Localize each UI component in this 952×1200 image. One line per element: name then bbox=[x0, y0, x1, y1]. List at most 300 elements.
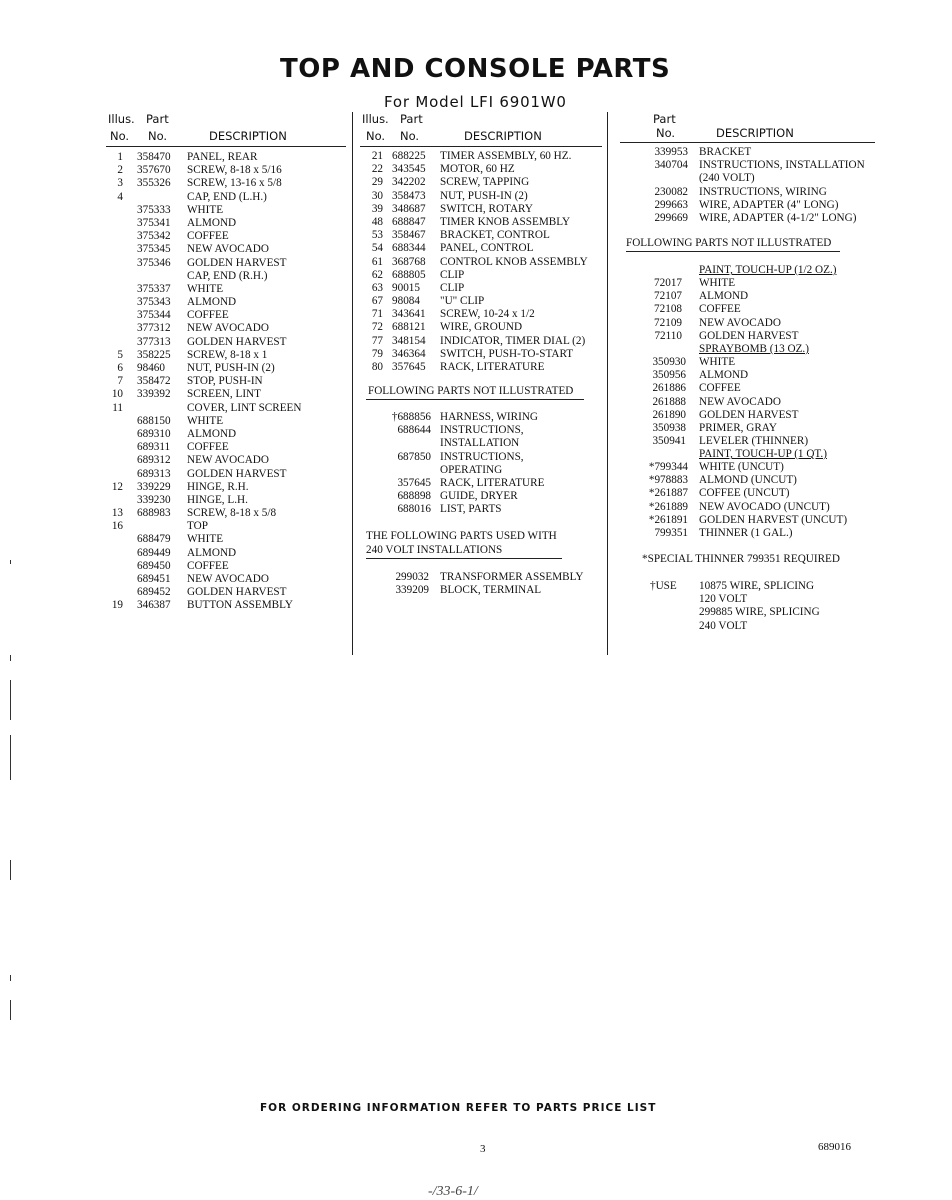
part-number: 261886 bbox=[652, 382, 686, 395]
illus-number: 71 bbox=[371, 308, 383, 321]
part-number: 688847 bbox=[392, 215, 426, 228]
parts-row bbox=[106, 388, 346, 401]
part-number: 689452 bbox=[137, 586, 171, 599]
part-number: 299032 bbox=[395, 571, 429, 583]
part-description: WHITE bbox=[699, 356, 736, 368]
parts-row bbox=[620, 527, 890, 540]
part-description: THINNER (1 GAL.) bbox=[699, 526, 793, 539]
part-description: SCREW, 8-18 x 5/16 bbox=[187, 164, 282, 177]
parts-row bbox=[106, 270, 346, 283]
parts-row bbox=[106, 204, 346, 217]
parts-row bbox=[106, 230, 346, 243]
illus-number: 21 bbox=[371, 150, 383, 162]
col3-not-illustrated-rule bbox=[626, 251, 840, 252]
part-description: WHITE bbox=[187, 533, 224, 546]
part-description: NEW AVOCADO bbox=[187, 454, 269, 467]
part-number: 357645 bbox=[397, 476, 431, 489]
parts-row bbox=[620, 303, 890, 316]
description-header: DESCRIPTION bbox=[464, 129, 542, 143]
part-description: NEW AVOCADO bbox=[699, 316, 781, 329]
part-header: Part bbox=[146, 112, 169, 126]
parts-row bbox=[106, 507, 346, 520]
part-number: 377312 bbox=[137, 322, 171, 335]
part-description: COVER, LINT SCREEN bbox=[187, 401, 302, 414]
parts-row bbox=[106, 560, 346, 573]
parts-row bbox=[620, 290, 890, 303]
not-illustrated-heading: FOLLOWING PARTS NOT ILLUSTRATED bbox=[368, 385, 574, 397]
part-description: SWITCH, ROTARY bbox=[440, 202, 533, 215]
part-description: BRACKET, CONTROL bbox=[440, 229, 550, 242]
part-description: ALMOND (UNCUT) bbox=[699, 474, 797, 487]
illus-number: 67 bbox=[371, 295, 383, 308]
part-number: 261888 bbox=[652, 395, 686, 408]
illus-number: 29 bbox=[371, 176, 383, 189]
handwritten-note: -/33-6-1/ bbox=[428, 1184, 478, 1199]
use-note-text: 120 VOLT bbox=[699, 593, 748, 606]
part-description: CLIP bbox=[440, 281, 465, 294]
parts-row bbox=[106, 243, 346, 256]
part-number: 377313 bbox=[137, 335, 171, 348]
part-description: NUT, PUSH-IN (2) bbox=[187, 362, 275, 374]
part-number: 346364 bbox=[392, 347, 426, 360]
part-description: COFFEE (UNCUT) bbox=[699, 487, 790, 500]
parts-row bbox=[360, 424, 600, 437]
parts-row bbox=[620, 369, 890, 382]
part-number: 358473 bbox=[392, 189, 426, 202]
part-description: RACK, LITERATURE bbox=[440, 361, 545, 373]
illus-number: 39 bbox=[371, 202, 383, 215]
parts-row bbox=[620, 159, 890, 172]
parts-row bbox=[106, 533, 346, 546]
part-number: 688150 bbox=[137, 414, 171, 427]
part-number: 688805 bbox=[392, 268, 426, 281]
illus-header: Illus. bbox=[108, 112, 135, 126]
parts-row bbox=[360, 348, 600, 361]
part-number: 688225 bbox=[392, 150, 426, 162]
part-description: PRIMER, GRAY bbox=[699, 421, 777, 434]
parts-row bbox=[620, 330, 890, 343]
part-number: 689312 bbox=[137, 454, 171, 467]
no-header: No. bbox=[110, 129, 130, 143]
part-number: 339230 bbox=[137, 493, 171, 506]
parts-row bbox=[106, 586, 346, 599]
part-description: TRANSFORMER ASSEMBLY bbox=[440, 571, 584, 583]
part-number: 357645 bbox=[392, 361, 426, 373]
parts-row bbox=[106, 362, 346, 375]
part-number: 348154 bbox=[392, 334, 426, 347]
part-number: 98084 bbox=[392, 295, 420, 308]
illus-number: 63 bbox=[371, 281, 383, 294]
parts-row bbox=[106, 151, 346, 164]
illus-number: 62 bbox=[371, 268, 383, 281]
part-description: ALMOND bbox=[699, 290, 749, 303]
part-number: 688644 bbox=[397, 424, 431, 437]
part-description: MOTOR, 60 HZ bbox=[440, 163, 515, 176]
part-description: INSTRUCTIONS, INSTALLATION bbox=[699, 159, 865, 172]
part-number: 339209 bbox=[395, 584, 429, 597]
use-note-line bbox=[620, 593, 890, 606]
parts-row bbox=[360, 229, 600, 242]
parts-row bbox=[620, 396, 890, 409]
col1-rows bbox=[106, 151, 346, 613]
illus-number: 1 bbox=[117, 151, 123, 163]
parts-row bbox=[106, 547, 346, 560]
parts-row bbox=[620, 474, 890, 487]
part-description: COFFEE bbox=[699, 303, 741, 316]
part-number: 98460 bbox=[137, 362, 165, 374]
illus-header: Illus. bbox=[362, 112, 389, 126]
part-description: GOLDEN HARVEST bbox=[187, 467, 287, 480]
part-description: HARNESS, WIRING bbox=[440, 411, 538, 423]
part-number: 299669 bbox=[654, 211, 688, 224]
column-divider-2 bbox=[607, 112, 608, 655]
parts-row bbox=[106, 520, 346, 533]
part-number: 348687 bbox=[392, 202, 426, 215]
part-header: Part bbox=[653, 112, 676, 126]
illus-number: 10 bbox=[111, 388, 123, 401]
part-number: 350941 bbox=[652, 435, 686, 448]
spray-heading: SPRAYBOMB (13 OZ.) bbox=[699, 343, 809, 355]
part-number: *799344 bbox=[648, 461, 688, 473]
use-note-text: 240 VOLT bbox=[699, 619, 748, 632]
scan-mark bbox=[10, 680, 11, 720]
use-note-text: 299885 WIRE, SPLICING bbox=[699, 606, 820, 619]
part-number: 375344 bbox=[137, 309, 171, 322]
document-number: 689016 bbox=[818, 1141, 851, 1153]
parts-row bbox=[620, 277, 890, 290]
illus-number: 3 bbox=[117, 177, 123, 190]
part-number: *261891 bbox=[648, 513, 688, 526]
part-description: GOLDEN HARVEST bbox=[187, 335, 287, 348]
part-description: PANEL, CONTROL bbox=[440, 242, 534, 255]
part-number: 339392 bbox=[137, 388, 171, 401]
part-description: LEVELER (THINNER) bbox=[699, 435, 809, 448]
part-description: CAP, END (R.H.) bbox=[187, 269, 268, 282]
parts-row bbox=[360, 295, 600, 308]
part-number: 688479 bbox=[137, 533, 171, 546]
illus-number: 12 bbox=[111, 480, 123, 493]
part-number: 355326 bbox=[137, 177, 171, 190]
volt-heading-1: THE FOLLOWING PARTS USED WITH bbox=[366, 530, 557, 542]
parts-row bbox=[106, 599, 346, 612]
part-description: (240 VOLT) bbox=[699, 172, 755, 185]
use-label: †USE bbox=[650, 580, 677, 592]
part-number: 375346 bbox=[137, 256, 171, 269]
parts-row bbox=[106, 454, 346, 467]
parts-row bbox=[360, 571, 600, 584]
col2-section2-rows bbox=[360, 571, 600, 597]
part-description: WHITE bbox=[187, 203, 224, 216]
parts-row bbox=[620, 461, 890, 474]
part-number: 689311 bbox=[137, 441, 171, 454]
part-number: *261887 bbox=[648, 487, 688, 500]
part-description: HINGE, L.H. bbox=[187, 493, 248, 506]
parts-row bbox=[360, 190, 600, 203]
part-number: 357670 bbox=[137, 164, 171, 177]
parts-row bbox=[620, 501, 890, 514]
part-description: WHITE bbox=[699, 277, 736, 289]
part-description: ALMOND bbox=[187, 296, 237, 309]
part-number: 375333 bbox=[137, 203, 171, 216]
part-description: GOLDEN HARVEST bbox=[187, 586, 287, 599]
qt-heading: PAINT, TOUCH-UP (1 QT.) bbox=[699, 448, 827, 460]
part-number: 72107 bbox=[654, 290, 682, 303]
parts-row bbox=[360, 150, 600, 163]
part-description: BUTTON ASSEMBLY bbox=[187, 599, 293, 612]
col3-use-rows bbox=[620, 580, 890, 633]
parts-row bbox=[360, 163, 600, 176]
not-illustrated-rule bbox=[366, 399, 584, 400]
part-description: STOP, PUSH-IN bbox=[187, 375, 263, 388]
part-number: 375343 bbox=[137, 296, 171, 309]
parts-row bbox=[620, 212, 890, 225]
page-number: 3 bbox=[480, 1143, 486, 1155]
parts-row bbox=[106, 481, 346, 494]
part-description: COFFEE bbox=[699, 382, 741, 395]
illus-number: 2 bbox=[117, 164, 123, 177]
part-description: NEW AVOCADO bbox=[699, 395, 781, 408]
part-number: 343545 bbox=[392, 163, 426, 176]
part-number: 687850 bbox=[397, 450, 431, 463]
no-header-part: No. bbox=[148, 129, 168, 143]
parts-row bbox=[106, 191, 346, 204]
part-number: 375337 bbox=[137, 282, 171, 295]
parts-row bbox=[106, 441, 346, 454]
part-description: COFFEE bbox=[187, 441, 229, 454]
col2-section1-rows bbox=[360, 411, 600, 517]
parts-row bbox=[620, 172, 890, 185]
header-rule bbox=[106, 146, 346, 147]
parts-row bbox=[360, 176, 600, 189]
parts-row bbox=[360, 451, 600, 464]
part-description: PANEL, REAR bbox=[187, 151, 258, 163]
paint-heading: PAINT, TOUCH-UP (1/2 OZ.) bbox=[699, 264, 837, 276]
illus-number: 16 bbox=[111, 520, 123, 533]
illus-number: 7 bbox=[117, 375, 123, 388]
part-number: 299663 bbox=[654, 198, 688, 211]
part-description: SCREW, TAPPING bbox=[440, 176, 530, 189]
col2-rows bbox=[360, 150, 600, 374]
part-description: INSTRUCTIONS, WIRING bbox=[699, 185, 827, 198]
parts-row bbox=[360, 464, 600, 477]
part-description: GUIDE, DRYER bbox=[440, 490, 518, 503]
part-number: 688016 bbox=[397, 503, 431, 516]
part-number: 689449 bbox=[137, 546, 171, 559]
part-number: 688983 bbox=[137, 507, 171, 520]
illus-number: 72 bbox=[371, 321, 383, 334]
part-number: *978883 bbox=[648, 474, 688, 487]
part-description: CLIP bbox=[440, 268, 465, 281]
illus-number: 30 bbox=[371, 189, 383, 202]
part-description: INSTRUCTIONS, bbox=[440, 424, 524, 437]
part-description: TIMER KNOB ASSEMBLY bbox=[440, 215, 571, 228]
parts-row bbox=[106, 415, 346, 428]
parts-row bbox=[620, 435, 890, 448]
part-description: INSTALLATION bbox=[440, 437, 520, 450]
no-header: No. bbox=[366, 129, 386, 143]
parts-row bbox=[360, 437, 600, 450]
volt-rule bbox=[366, 558, 562, 559]
part-number: 368768 bbox=[392, 255, 426, 268]
part-description: NEW AVOCADO bbox=[187, 573, 269, 585]
parts-row bbox=[360, 411, 600, 424]
illus-number: 11 bbox=[112, 401, 123, 414]
parts-row bbox=[106, 494, 346, 507]
part-number: 350956 bbox=[652, 369, 686, 382]
scan-mark bbox=[10, 1000, 11, 1020]
parts-row bbox=[620, 514, 890, 527]
illus-number: 79 bbox=[371, 347, 383, 360]
part-description: GOLDEN HARVEST bbox=[699, 408, 799, 421]
part-description: GOLDEN HARVEST bbox=[187, 256, 287, 269]
part-number: 688344 bbox=[392, 242, 426, 255]
part-number: 688898 bbox=[397, 490, 431, 503]
part-number: 72108 bbox=[654, 303, 682, 316]
part-number: 340704 bbox=[654, 159, 688, 172]
part-description: SCREW, 8-18 x 1 bbox=[187, 348, 268, 361]
parts-row bbox=[360, 242, 600, 255]
part-number: 339229 bbox=[137, 480, 171, 493]
part-description: CONTROL KNOB ASSEMBLY bbox=[440, 255, 588, 268]
scan-mark bbox=[10, 655, 11, 661]
part-description: NEW AVOCADO bbox=[187, 243, 269, 256]
part-number: 799351 bbox=[654, 526, 688, 539]
part-description: GOLDEN HARVEST bbox=[699, 329, 799, 342]
part-description: WIRE, GROUND bbox=[440, 321, 523, 334]
parts-row bbox=[620, 186, 890, 199]
page-subtitle: For Model LFI 6901W0 bbox=[384, 93, 567, 111]
part-header: Part bbox=[400, 112, 423, 126]
part-description: ALMOND bbox=[187, 216, 237, 229]
part-number: 343641 bbox=[392, 308, 426, 321]
part-number: 358472 bbox=[137, 375, 171, 388]
part-number: 375342 bbox=[137, 230, 171, 243]
parts-row bbox=[106, 402, 346, 415]
parts-row bbox=[106, 336, 346, 349]
part-description: COFFEE bbox=[187, 230, 229, 243]
parts-row bbox=[106, 296, 346, 309]
part-description: SCREW, 13-16 x 5/8 bbox=[187, 177, 282, 190]
part-description: TOP bbox=[187, 520, 208, 533]
part-number: 261890 bbox=[652, 408, 686, 421]
part-number: 375341 bbox=[137, 216, 171, 229]
part-description: ALMOND bbox=[699, 369, 749, 382]
part-description: COFFEE bbox=[187, 559, 229, 572]
description-header: DESCRIPTION bbox=[209, 129, 287, 143]
description-header: DESCRIPTION bbox=[716, 126, 794, 140]
part-description: INDICATOR, TIMER DIAL (2) bbox=[440, 334, 586, 347]
parts-row bbox=[360, 503, 600, 516]
parts-row bbox=[360, 216, 600, 229]
illus-number: 61 bbox=[371, 255, 383, 268]
scan-mark bbox=[10, 560, 11, 564]
parts-row bbox=[360, 361, 600, 374]
illus-number: 6 bbox=[117, 362, 123, 374]
part-description: "U" CLIP bbox=[440, 295, 485, 308]
part-description: SCREW, 8-18 x 5/8 bbox=[187, 507, 277, 520]
part-number: 358470 bbox=[137, 151, 171, 163]
volt-heading-2: 240 VOLT INSTALLATIONS bbox=[366, 544, 503, 556]
part-number: 339953 bbox=[654, 146, 688, 158]
part-number: 358467 bbox=[392, 229, 426, 242]
part-description: HINGE, R.H. bbox=[187, 480, 249, 493]
use-note-text: 10875 WIRE, SPLICING bbox=[699, 580, 815, 592]
parts-row bbox=[106, 349, 346, 362]
parts-row bbox=[360, 584, 600, 597]
part-number: 72109 bbox=[654, 316, 682, 329]
parts-row bbox=[620, 422, 890, 435]
part-number: 350930 bbox=[652, 356, 686, 368]
part-description: CAP, END (L.H.) bbox=[187, 190, 267, 203]
part-description: WHITE bbox=[187, 414, 224, 427]
parts-row bbox=[360, 256, 600, 269]
parts-row bbox=[620, 487, 890, 500]
part-description: BLOCK, TERMINAL bbox=[440, 584, 542, 597]
parts-row bbox=[106, 217, 346, 230]
part-description: GOLDEN HARVEST (UNCUT) bbox=[699, 513, 848, 526]
illus-number: 54 bbox=[371, 242, 383, 255]
scan-mark bbox=[10, 735, 11, 780]
part-description: SCREW, 10-24 x 1/2 bbox=[440, 308, 535, 321]
parts-row bbox=[620, 356, 890, 369]
page-title: TOP AND CONSOLE PARTS bbox=[280, 54, 671, 84]
parts-row bbox=[106, 375, 346, 388]
part-number: 689450 bbox=[137, 559, 171, 572]
col3-not-illustrated-heading: FOLLOWING PARTS NOT ILLUSTRATED bbox=[626, 237, 832, 249]
parts-row bbox=[106, 177, 346, 190]
no-header: No. bbox=[656, 126, 676, 140]
parts-row bbox=[106, 428, 346, 441]
illus-number: 4 bbox=[117, 190, 123, 203]
illus-number: 77 bbox=[371, 334, 383, 347]
part-number: 689313 bbox=[137, 467, 171, 480]
part-description: COFFEE bbox=[187, 309, 229, 322]
use-note-line bbox=[620, 606, 890, 619]
part-description: TIMER ASSEMBLY, 60 HZ. bbox=[440, 150, 572, 162]
illus-number: 13 bbox=[111, 507, 123, 520]
part-number: 342202 bbox=[392, 176, 426, 189]
part-description: LIST, PARTS bbox=[440, 503, 502, 516]
part-description: WIRE, ADAPTER (4-1/2" LONG) bbox=[699, 211, 857, 224]
parts-row bbox=[620, 146, 890, 159]
ordering-info-footer: FOR ORDERING INFORMATION REFER TO PARTS PRICE LIST bbox=[260, 1102, 657, 1114]
parts-row bbox=[360, 321, 600, 334]
col3-paint-rows bbox=[620, 277, 890, 343]
part-number: 230082 bbox=[654, 185, 688, 198]
part-description: WHITE (UNCUT) bbox=[699, 461, 784, 473]
part-description: WHITE bbox=[187, 282, 224, 295]
parts-row bbox=[106, 257, 346, 270]
part-description: NEW AVOCADO bbox=[187, 322, 269, 335]
part-description: NEW AVOCADO (UNCUT) bbox=[699, 500, 830, 513]
col3-spray-rows bbox=[620, 356, 890, 448]
part-description: SWITCH, PUSH-TO-START bbox=[440, 347, 574, 360]
special-thinner-note: *SPECIAL THINNER 799351 REQUIRED bbox=[642, 553, 840, 565]
parts-row bbox=[360, 282, 600, 295]
use-note-line bbox=[620, 580, 890, 593]
use-note-line bbox=[620, 620, 890, 633]
part-number: †688856 bbox=[391, 411, 431, 423]
parts-row bbox=[360, 203, 600, 216]
parts-row bbox=[106, 164, 346, 177]
parts-row bbox=[106, 322, 346, 335]
col3-top-rows bbox=[620, 146, 890, 225]
parts-row bbox=[360, 490, 600, 503]
part-number: 72017 bbox=[654, 277, 682, 289]
part-number: 375345 bbox=[137, 243, 171, 256]
part-description: WIRE, ADAPTER (4" LONG) bbox=[699, 198, 839, 211]
illus-number: 80 bbox=[371, 361, 383, 373]
